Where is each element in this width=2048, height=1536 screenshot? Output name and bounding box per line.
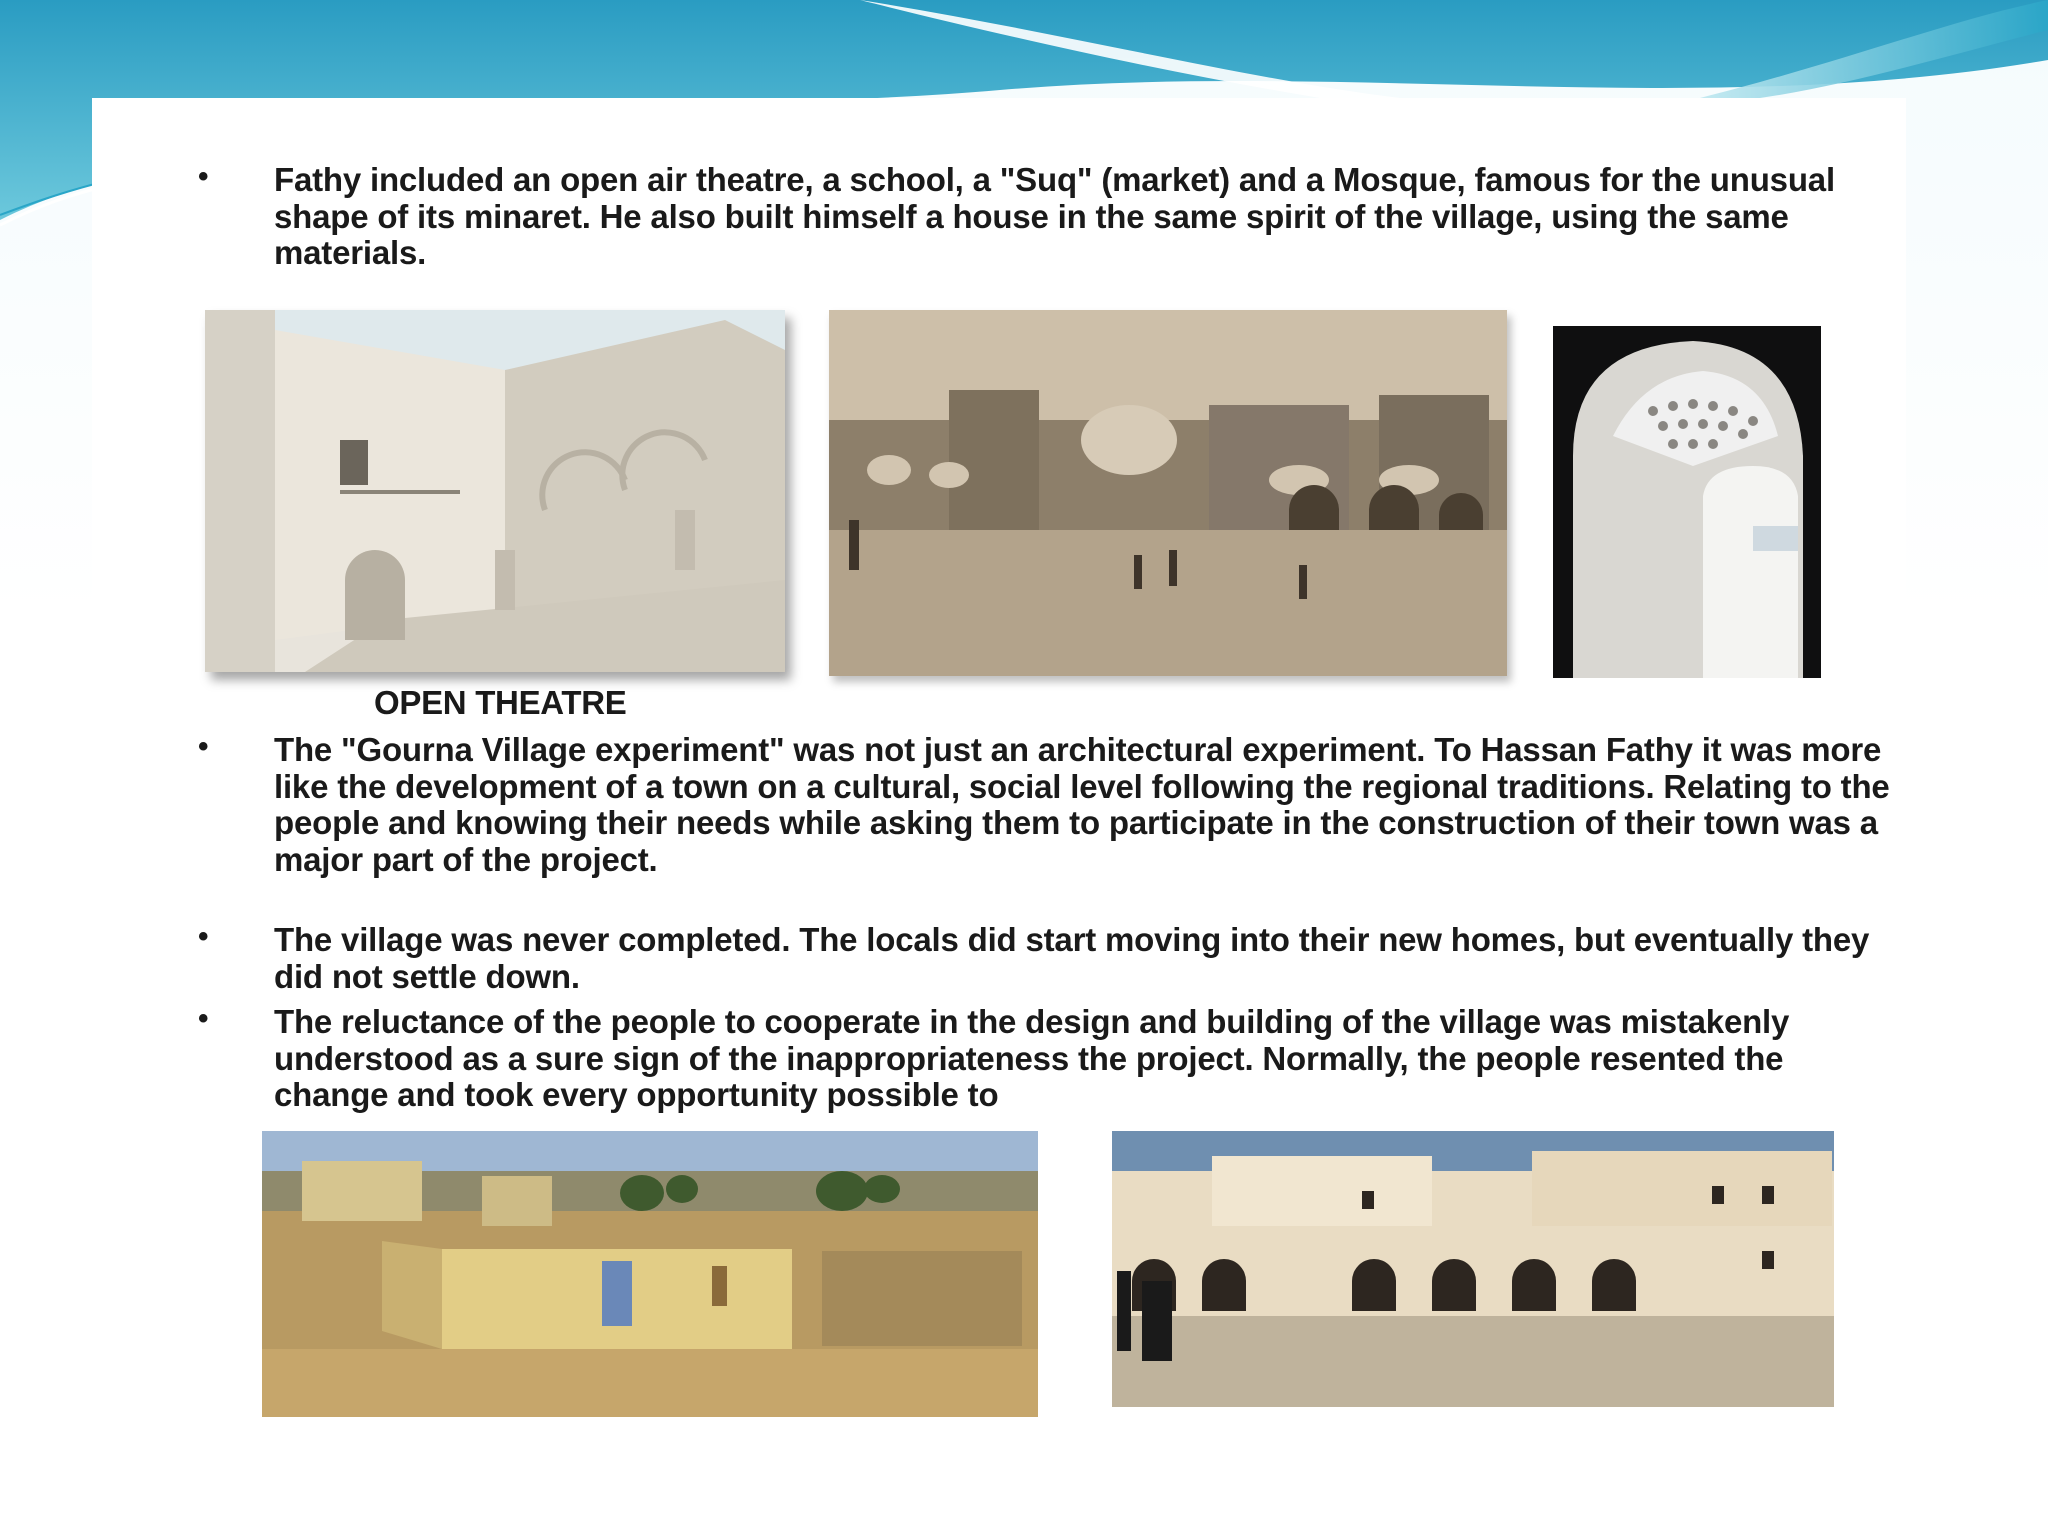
bullet-item-4	[198, 1004, 1898, 1134]
photo-village-square	[829, 310, 1507, 676]
bullet-item-2	[198, 732, 1898, 918]
bullet-item-1	[198, 162, 1898, 277]
bullet-marker: •	[198, 920, 209, 953]
photo-arch-lattice	[1553, 326, 1821, 678]
bullet-item-3	[198, 922, 1898, 1002]
bullet-text: The village was never completed. The locals did start moving into their new homes, but eventually they did not settle down.	[274, 921, 1870, 995]
bullet-text: Fathy included an open air theatre, a school, a "Suq" (market) and a Mosque, famous for the unusual shape of its minaret. He also built himself a house in the same spirit of the village, using the same materials.	[274, 161, 1835, 271]
document-page	[92, 98, 1906, 1456]
bullet-text: The "Gourna Village experiment" was not just an architectural experiment. To Hassan Fathy it was more like the development of a town on a cultural, social level following the regional traditions. Relating to the people and knowing their needs while asking them to participate in the construction of their town was a major part of the project.	[274, 731, 1890, 878]
photo-open-theatre	[205, 310, 785, 672]
photo-arcaded-building	[1112, 1131, 1834, 1407]
photo-village-houses	[262, 1131, 1038, 1417]
bullet-text: The reluctance of the people to cooperate in the design and building of the village was mistakenly understood as a sure sign of the inappropriateness the project. Normally, the people resented the change and took every opportunity possible to	[274, 1004, 1790, 1113]
bullet-marker: •	[198, 160, 209, 193]
bullet-marker: •	[198, 1004, 209, 1035]
bullet-marker: •	[198, 730, 209, 763]
caption-open-theatre: OPEN THEATRE	[374, 684, 627, 721]
